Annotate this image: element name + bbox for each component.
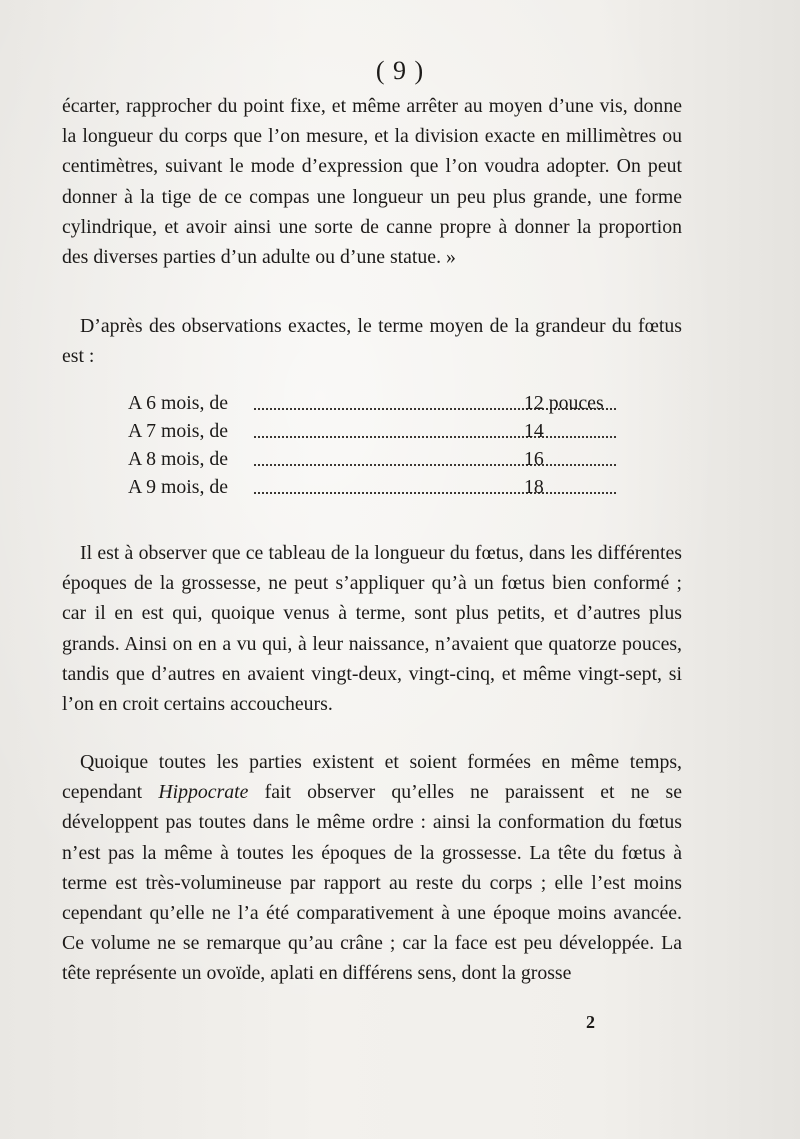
page-number: ( 9 ) (375, 56, 425, 85)
paragraph-table-note: Il est à observer que ce tableau de la longueur du fœtus, dans les différentes époques de la grossesse, ne peut s’appliquer qu’à un fœtus bien conformé ; car il en est qui, quoique venus à terme, sont plus petits, et d’autres plus grands. Ainsi on en a vu qui, à leur naissance, n’avaient que quatorze pouces, tandis que d’autres en avaient vingt-deux, vingt-cinq, et même vingt-sept, si l’on en croit certains accoucheurs. (62, 542, 682, 716)
row-value: 16 (524, 448, 544, 470)
dot-leader (254, 492, 616, 494)
signature-mark: 2 (586, 1012, 595, 1032)
row-label: A 9 mois, de (128, 476, 229, 498)
paragraph-compass-description: écarter, rapprocher du point fixe, et même arrêter au moyen d’une vis, donne la longueur du corps que l’on mesure, et la division exacte en millimètres ou centimètres, suivant le mode d’expression que l’on voudra adopter. On peut donner à la tige de ce compas une longueur un peu plus grande, une forme cylindrique, et avoir ainsi une sorte de canne propre à donner la proportion des diverses parties d’un adulte ou d’une statue. » (62, 95, 682, 269)
table-row (128, 417, 648, 445)
paragraph-text-end: fait observer qu’elles ne paraissent et ne se développent pas toutes dans le même ordre : ainsi la conformation du fœtus n’est pas la même à toutes les époques de la grossesse. La tête du fœtus à terme est très-volumineuse par rapport au reste du corps ; elle l’est moins cependant qu’elle ne l’a été comparativement à une époque moins avancée. Ce volume ne se remarque qu’au crâne ; car la face est peu développée. La tête représente un ovoïde, aplati en différens sens, dont la grosse (62, 781, 682, 985)
row-value: 12 pouces (524, 392, 604, 414)
italic-name-hippocrate: Hippocrate (158, 781, 249, 804)
table-row (128, 473, 648, 501)
fetus-length-table (128, 389, 648, 501)
row-label: A 6 mois, de (128, 392, 229, 414)
row-label: A 7 mois, de (128, 420, 229, 442)
table-row (128, 389, 648, 417)
paragraph-text-start: Quoique toutes les parties existent et soient formées en même temps, cependant (62, 751, 682, 804)
row-value: 14 (524, 420, 544, 442)
dot-leader (254, 436, 616, 438)
dot-leader (254, 464, 616, 466)
row-label: A 8 mois, de (128, 448, 229, 470)
paragraph-mean-size-intro: D’après des observations exactes, le terme moyen de la grandeur du fœtus est : (62, 315, 682, 368)
paragraph-hippocrate (62, 747, 682, 989)
row-value: 18 (524, 476, 544, 498)
table-row (128, 445, 648, 473)
